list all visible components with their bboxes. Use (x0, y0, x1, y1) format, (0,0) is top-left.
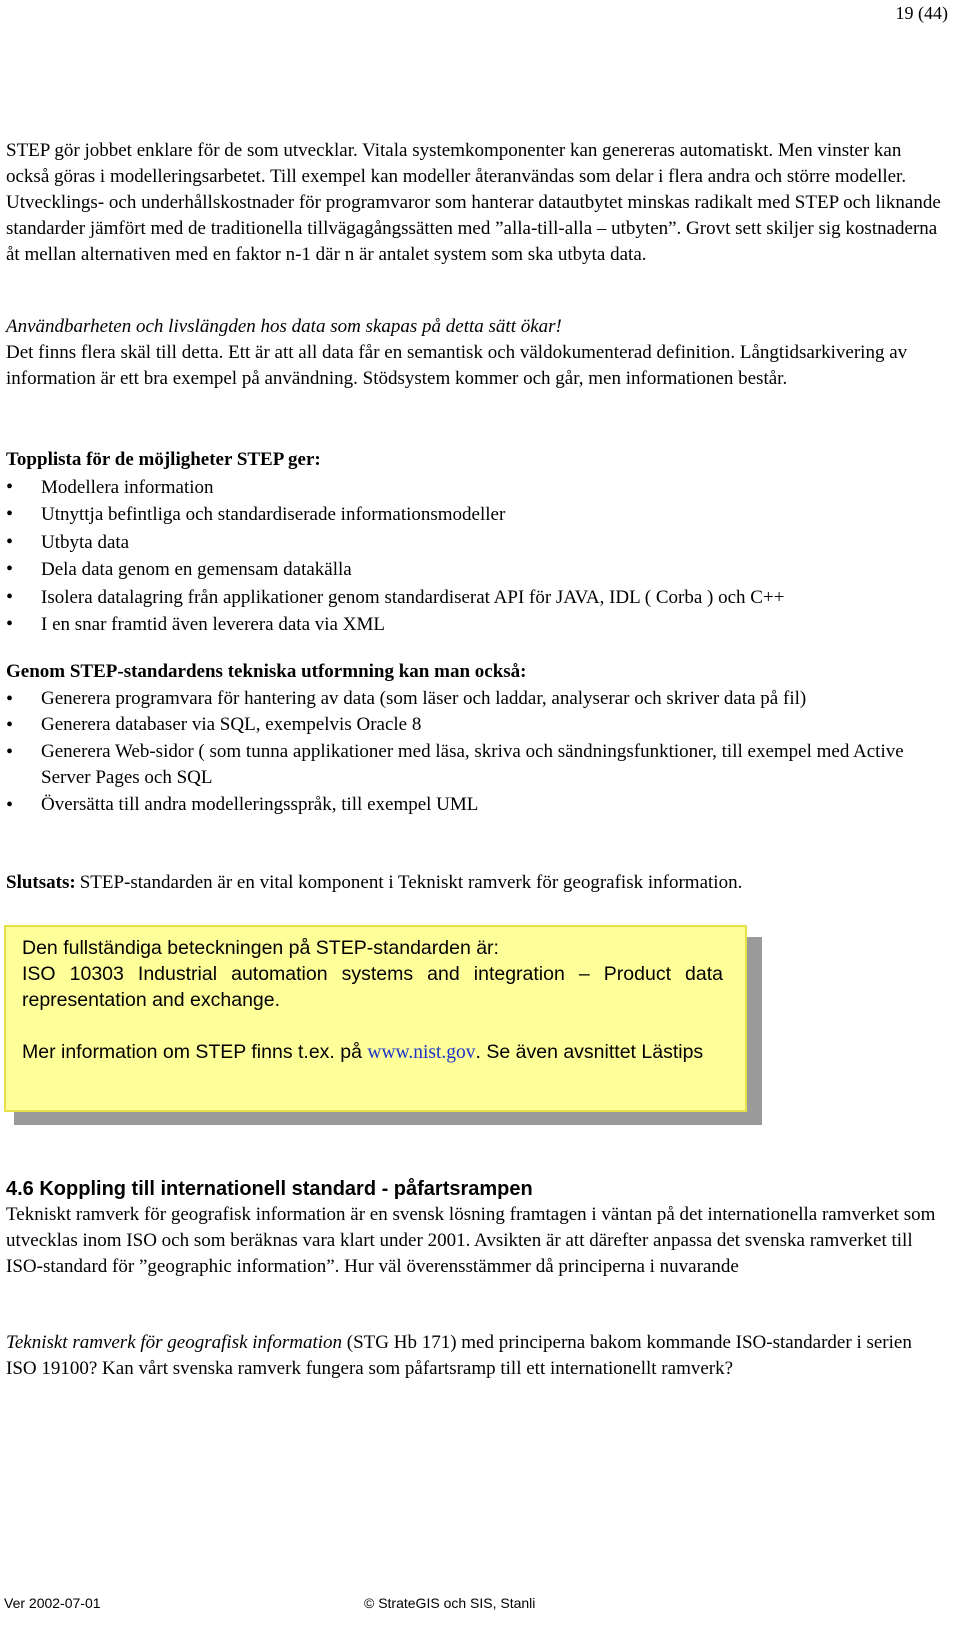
bullet-icon: • (6, 793, 14, 816)
section-title: 4.6 Koppling till internationell standard - påfartsrampen (6, 1178, 533, 1200)
list-item (6, 611, 946, 639)
question-text: (STG Hb 171) med principerna bakom kommande ISO-standarder i serien ISO 19100? Kan vårt svenska ramverk fungera som påfartsramp till ett internationellt ramverk? (6, 1332, 912, 1379)
question-paragraph (6, 1330, 946, 1382)
list-item (6, 686, 946, 713)
list-item-text: Generera Web-sidor ( som tunna applikationer med läsa, skriva och sändningsfunktioner, till exempel med Active Server Pages och SQL (41, 740, 904, 788)
section-4-6 (6, 1176, 946, 1280)
top-list-heading: Topplista för de möjligheter STEP ger: (6, 449, 321, 470)
conclusion-label: Slutsats: (6, 872, 76, 893)
bullet-icon: • (6, 740, 14, 763)
info-box-line2: ISO 10303 Industrial automation systems and integration – Product data representation and exchange. (22, 963, 723, 1011)
list-item-text: Dela data genom en gemensam datakälla (41, 559, 352, 580)
list-item (6, 501, 946, 529)
list-item (6, 792, 946, 819)
top-list (6, 474, 946, 639)
list-item-text: Utnyttja befintliga och standardiserade informationsmodeller (41, 504, 506, 525)
bullet-icon: • (6, 714, 14, 736)
generate-list-section (6, 658, 946, 818)
usability-paragraph (6, 314, 946, 392)
bullet-icon: • (6, 558, 14, 580)
page-number: 19 (44) (895, 3, 948, 23)
footer-copyright: © StrateGIS och SIS, Stanli (364, 1595, 536, 1611)
list-item-text: Översätta till andra modelleringsspråk, till exempel UML (41, 793, 479, 815)
list-item-text: I en snar framtid även leverera data via XML (41, 614, 385, 635)
intro-paragraph (6, 138, 946, 268)
list-item (6, 474, 946, 502)
bullet-icon: • (6, 687, 14, 710)
info-box-more-suffix: . Se även avsnittet Lästips (475, 1041, 704, 1063)
info-box-more-prefix: Mer information om STEP finns t.ex. på (22, 1041, 362, 1063)
info-box-line1: Den fullständiga beteckningen på STEP-standarden är: (22, 937, 499, 959)
question-em: Tekniskt ramverk för geografisk information (6, 1332, 342, 1353)
bullet-icon: • (6, 475, 14, 498)
list-item-text: Isolera datalagring från applikationer genom standardiserat API för JAVA, IDL ( Corba ) och C++ (41, 586, 785, 608)
list-item-text: Generera programvara för hantering av data (som läser och laddar, analyserar och skriver data på fil) (41, 687, 807, 709)
conclusion (6, 870, 946, 896)
list-item (6, 739, 946, 792)
usability-lead: Användbarheten och livslängden hos data som skapas på detta sätt ökar! (6, 316, 562, 337)
generate-list (6, 686, 946, 819)
list-item-text: Utbyta data (41, 531, 130, 553)
list-item-text: Modellera information (41, 476, 214, 498)
bullet-icon: • (6, 503, 14, 525)
footer-version: Ver 2002-07-01 (4, 1595, 101, 1611)
info-box-more (22, 1039, 723, 1066)
section-text: Tekniskt ramverk för geografisk information är en svensk lösning framtagen i väntan på det internationella ramverket som utvecklas inom ISO och som beräknas vara klart under 2001. Avsikten är att därefter anpassa det svenska ramverket till ISO-standard för ”geographic information”. Hur väl överensstämmer då principerna i nuvarande (6, 1204, 936, 1277)
list-item (6, 584, 946, 612)
list-item (6, 712, 946, 739)
usability-text: Det finns flera skäl till detta. Ett är att all data får en semantisk och väldokumenterad definition. Långtidsarkivering av information är ett bra exempel på användning. Stödsystem kommer och går, men informationen består. (6, 342, 908, 389)
info-box (4, 925, 747, 1112)
intro-text: STEP gör jobbet enklare för de som utvecklar. Vitala systemkomponenter kan genereras automatiskt. Men vinster kan också göras i modelleringsarbetet. Till exempel kan modeller återanvändas som delar i flera andra och större modeller. Utvecklings- och underhållskostnader för programvaror som hanterar datautbytet minskas radikalt med STEP och liknande standarder jämfört med de traditionella tillvägagångssätten med ”alla-till-alla – utbyten”. Grovt sett skiljer sig kostnaderna åt mellan alternativen med en faktor n-1 där n är antalet system som ska utbyta data. (6, 140, 941, 265)
bullet-icon: • (6, 530, 14, 553)
top-list-section (6, 446, 946, 639)
generate-list-heading: Genom STEP-standardens tekniska utformning kan man också: (6, 661, 527, 682)
conclusion-text: STEP-standarden är en vital komponent i Tekniskt ramverk för geografisk information. (79, 872, 743, 893)
list-item (6, 529, 946, 557)
list-item (6, 556, 946, 584)
bullet-icon: • (6, 585, 14, 608)
bullet-icon: • (6, 613, 14, 635)
nist-link[interactable]: www.nist.gov (367, 1042, 476, 1063)
list-item-text: Generera databaser via SQL, exempelvis Oracle 8 (41, 714, 422, 735)
